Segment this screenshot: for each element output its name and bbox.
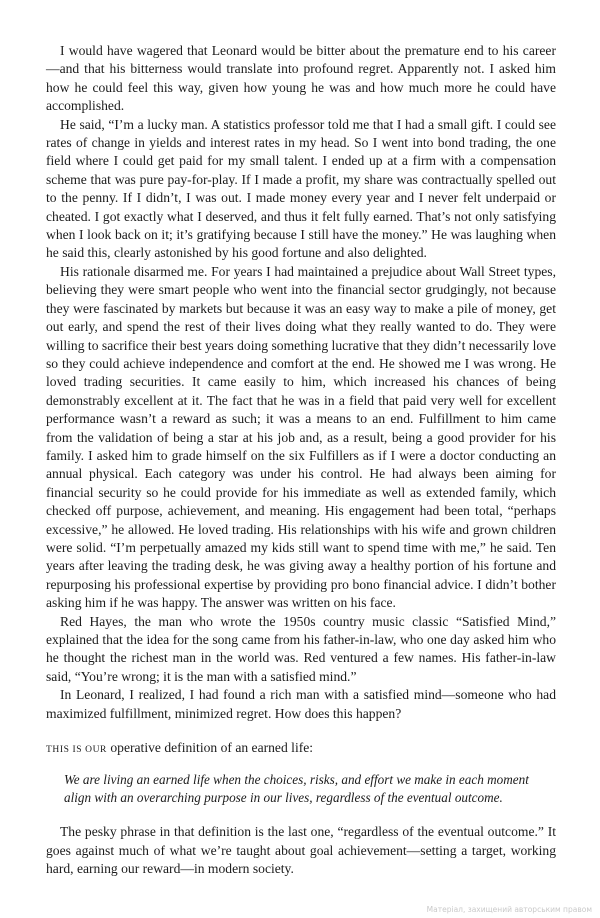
closing-paragraph: The pesky phrase in that definition is the last one, “regardless of the eventual outcome.” It goes against much of what we’re taught about goal achievement—setting a target, working hard, earning our reward—in modern society. (46, 824, 556, 877)
paragraph: He said, “I’m a lucky man. A statistics professor told me that I had a small gift. I could see rates of change in yields and interest rates in my head. So I went into bond trading, the one field where I could get paid for my small talent. I ended up at a firm with a compensation scheme that was pure pay-for-play. If I made a profit, my share was contractually spelled out to the penny. If I didn’t, I was out. I made money every year and I never felt underpaid or cheated. I got exactly what I deserved, and thus it felt fully earned. That’s not only satisfying when I look back on it; it’s gratifying because I still have the money.” He was laughing when he said this, clearly astonished by his good fortune and also delighted. (46, 116, 556, 261)
paragraph: Red Hayes, the man who wrote the 1950s country music classic “Satisfied Mind,” explained that the idea for the song came from his father-in-law, who one day asked him who he thought the richest man in the world was. Red ventured a few names. His father-in-law said, “You’re wrong; it is the man with a satisfied mind.” (46, 613, 556, 684)
section-lead-caps: THIS IS OUR (46, 745, 107, 756)
paragraph: In Leonard, I realized, I had found a rich man with a satisfied mind—someone who had maximized fulfillment, minimized regret. How does this happen? (46, 687, 556, 721)
section-lead-rest: operative definition of an earned life: (106, 740, 314, 756)
book-page (46, 42, 556, 879)
copyright-watermark: Матеріал, захищений авторським правом (426, 905, 592, 914)
section-lead (46, 739, 556, 759)
definition-quote: We are living an earned life when the choices, risks, and effort we make in each moment align with an overarching purpose in our lives, regardless of the eventual outcome. (64, 772, 529, 806)
paragraph: His rationale disarmed me. For years I had maintained a prejudice about Wall Street types, believing they were smart people who went into the financial sector grudgingly, not because they were fascinated by markets but because it was an easy way to make a pile of money, get out early, and spend the rest of their lives doing what they really wanted to do. They were willing to sacrifice their best years doing something lucrative that they didn’t necessarily love so they could achieve independence and comfort at the end. He showed me I was wrong. He loved trading securities. It came easily to him, which increased his chances of being demonstrably excellent at it. The fact that he was in a field that paid very well for excellent performance wasn’t a reward as such; it was a means to an end. Fulfillment to him came from the validation of being a star at his job and, as a result, being a good provider for his family. I asked him to grade himself on the six Fulfillers as if I were a doctor conducting an annual physical. Each category was under his control. He had always been aiming for financial security so he could provide for his immediate as well as extended family, which checked off purpose, achievement, and meaning. His engagement had been total, “perhaps excessive,” he allowed. He loved trading. His relationships with his wife and grown children were solid. “I’m perpetually amazed my kids still want to spend time with me,” he said. Ten years after leaving the trading desk, he was giving away a healthy portion of his fortune and repurposing his professional expertise by providing pro bono financial advice. I didn’t bother asking him if he was happy. The answer was written on his face. (46, 263, 556, 611)
paragraph: I would have wagered that Leonard would be bitter about the premature end to his career—and that his bitterness would translate into profound regret. Apparently not. I asked him how he could feel this way, given how young he was and how much more he could have accomplished. (46, 43, 556, 114)
